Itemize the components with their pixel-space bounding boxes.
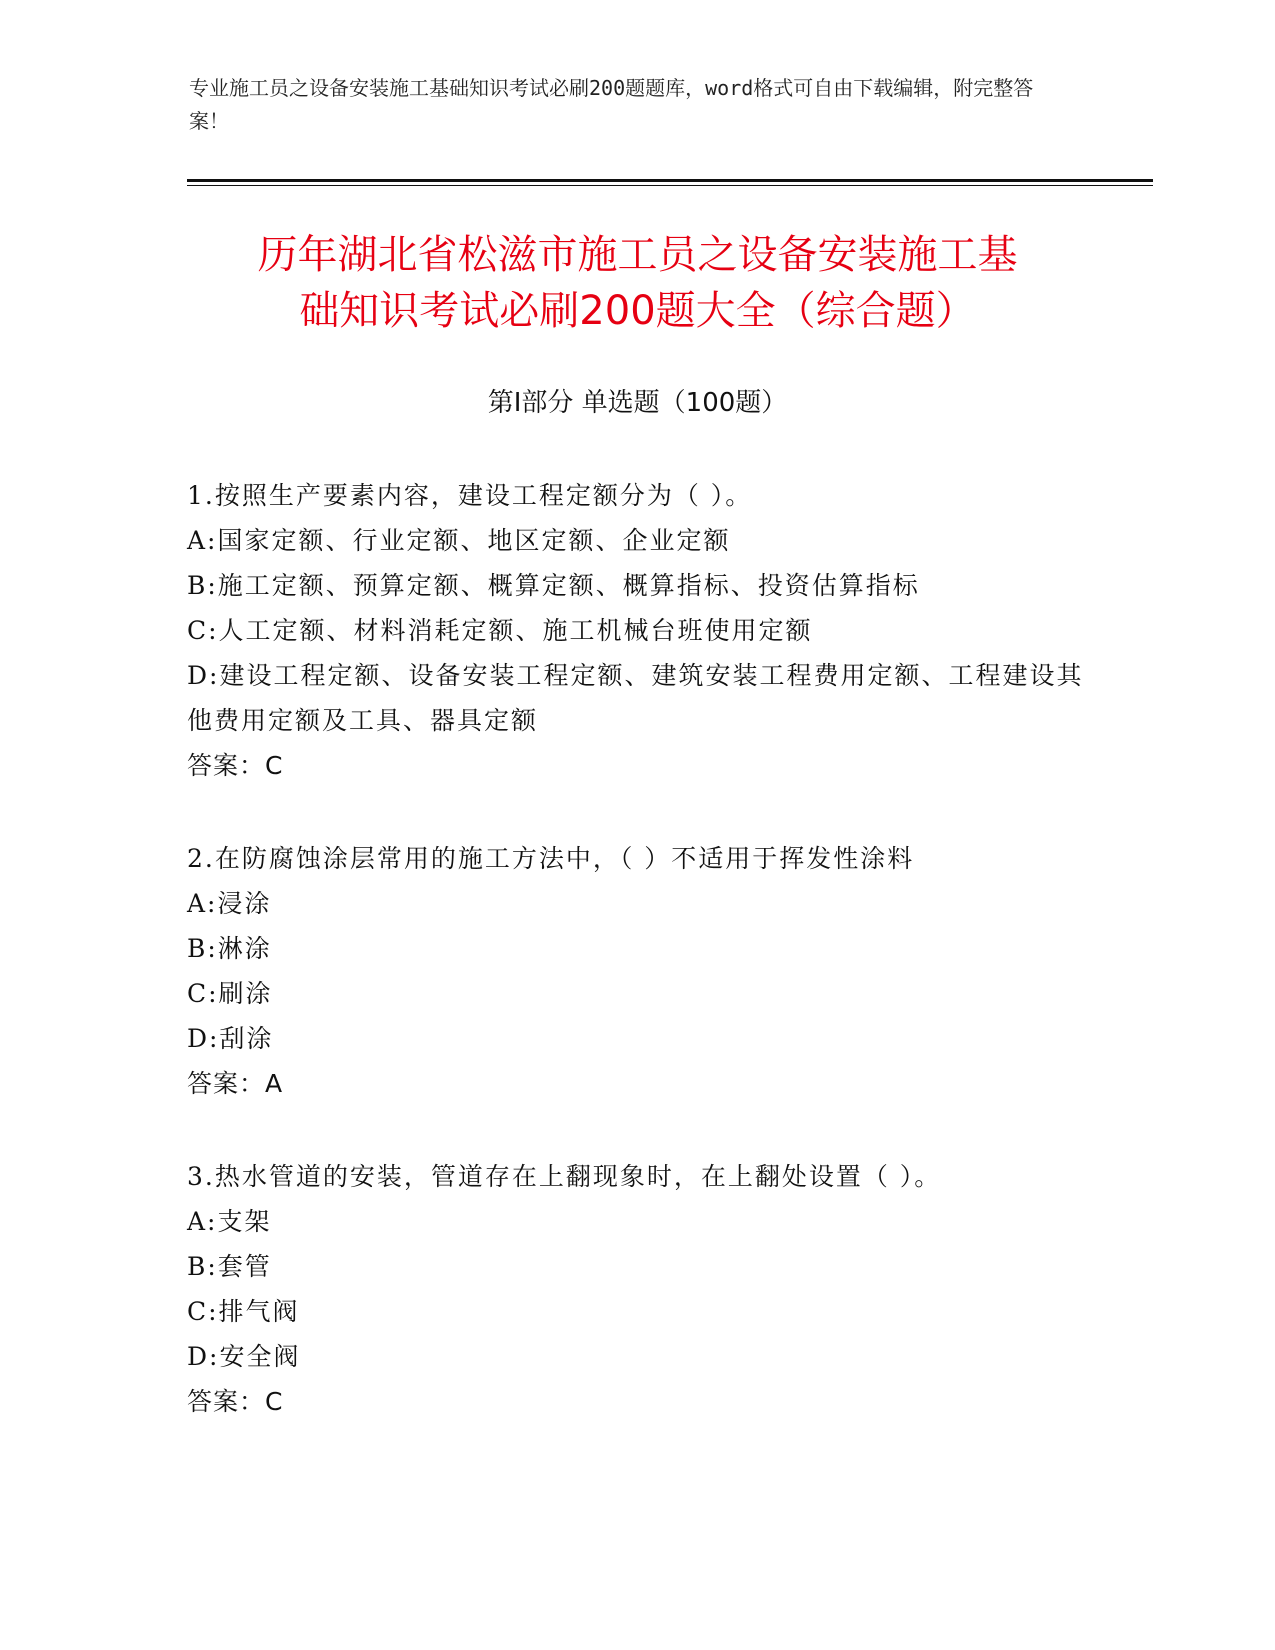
question-1 xyxy=(187,473,1087,788)
answer: 答案：A xyxy=(187,1069,284,1098)
answer: 答案：C xyxy=(187,751,284,780)
answer: 答案：C xyxy=(187,1387,284,1416)
option-c: C:人工定额、材料消耗定额、施工机械台班使用定额 xyxy=(187,616,813,645)
option-d: D:刮涂 xyxy=(187,1024,274,1053)
option-a: A:国家定额、行业定额、地区定额、企业定额 xyxy=(187,526,731,555)
header-note: 专业施工员之设备安装施工基础知识考试必刷200题题库，word格式可自由下载编辑，附完整答案！ xyxy=(189,76,1034,133)
option-c: C:刷涂 xyxy=(187,979,273,1008)
document-title xyxy=(150,227,1125,339)
option-d: D:安全阀 xyxy=(187,1342,301,1371)
option-a: A:支架 xyxy=(187,1207,272,1236)
question-3 xyxy=(187,1154,1087,1424)
question-stem: 2.在防腐蚀涂层常用的施工方法中，（ ）不适用于挥发性涂料 xyxy=(187,844,915,873)
header-rule-thin xyxy=(187,185,1153,186)
option-b: B:施工定额、预算定额、概算定额、概算指标、投资估算指标 xyxy=(187,571,920,600)
option-b: B:套管 xyxy=(187,1252,272,1281)
document-title-line-1: 历年湖北省松滋市施工员之设备安装施工基 xyxy=(257,232,1018,278)
question-stem: 1.按照生产要素内容，建设工程定额分为（ ）。 xyxy=(187,481,753,510)
question-2 xyxy=(187,836,1087,1106)
question-stem: 3.热水管道的安装，管道存在上翻现象时，在上翻处设置（ ）。 xyxy=(187,1162,942,1191)
document-title-line-2: 础知识考试必刷200题大全（综合题） xyxy=(299,288,976,334)
option-d: D:建设工程定额、设备安装工程定额、建筑安装工程费用定额、工程建设其他费用定额及工具、器具定额 xyxy=(187,661,1084,735)
option-c: C:排气阀 xyxy=(187,1297,300,1326)
header-rule-thick xyxy=(187,179,1153,182)
option-b: B:淋涂 xyxy=(187,934,272,963)
option-a: A:浸涂 xyxy=(187,889,272,918)
section-heading: 第I部分 单选题（100题） xyxy=(487,388,788,418)
